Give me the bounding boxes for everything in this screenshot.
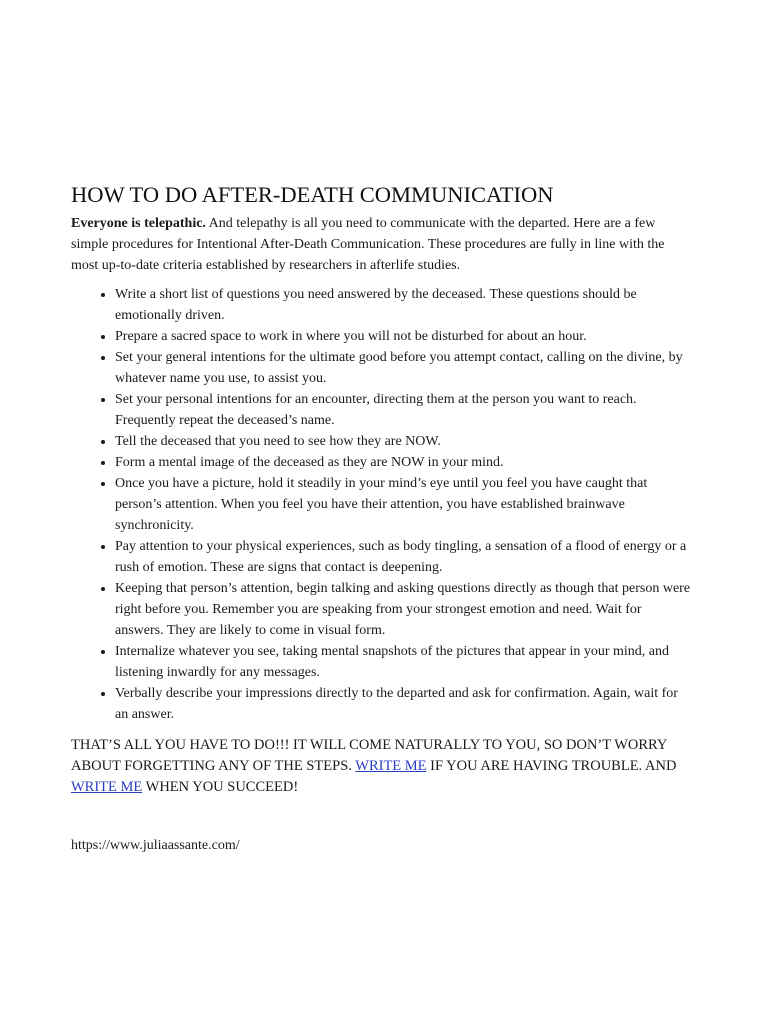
steps-list xyxy=(71,284,693,725)
list-item: • Internalize whatever you see, taking mental snapshots of the pictures that appear in your mind, and listening inwardly for any messages. xyxy=(115,641,693,683)
list-item: • Once you have a picture, hold it steadily in your mind’s eye until you feel you have caught that person’s attention. When you feel you have their attention, you have established brainwave synchronicity. xyxy=(115,473,693,536)
page-title: HOW TO DO AFTER-DEATH COMMUNICATION xyxy=(71,182,554,207)
list-item: • Set your general intentions for the ultimate good before you attempt contact, calling on the divine, by whatever name you use, to assist you. xyxy=(115,347,693,389)
document-page xyxy=(71,181,693,856)
intro-text: And telepathy is all you need to communicate with the departed. Here are a few simple procedures for Intentional After-Death Communication. These procedures are fully in line with the most up-to-date criteria established by researchers in afterlife studies. xyxy=(71,216,665,273)
write-me-link-success[interactable]: WRITE ME xyxy=(71,779,143,795)
source-url: https://www.juliaassante.com/ xyxy=(71,838,240,853)
list-item: • Keeping that person’s attention, begin talking and asking questions directly as though that person were right before you. Remember you are speaking from your strongest emotion and need. Wait for answers. They are likely to come in visual form. xyxy=(115,578,693,641)
closing-text-2: IF YOU ARE HAVING TROUBLE. AND xyxy=(426,758,677,774)
list-item: • Prepare a sacred space to work in where you will not be disturbed for about an hour. xyxy=(115,326,693,347)
list-item: • Write a short list of questions you need answered by the deceased. These questions should be emotionally driven. xyxy=(115,284,693,326)
list-item: • Pay attention to your physical experiences, such as body tingling, a sensation of a flood of energy or a rush of emotion. These are signs that contact is deepening. xyxy=(115,536,693,578)
closing-paragraph xyxy=(71,735,693,798)
write-me-link[interactable]: WRITE ME xyxy=(355,758,427,774)
intro-lead: Everyone is telepathic. xyxy=(71,216,206,231)
intro-paragraph xyxy=(71,213,693,276)
list-item: • Form a mental image of the deceased as they are NOW in your mind. xyxy=(115,452,693,473)
list-item: • Set your personal intentions for an encounter, directing them at the person you want to reach. Frequently repeat the deceased’s name. xyxy=(115,389,693,431)
list-item: • Verbally describe your impressions directly to the departed and ask for confirmation. Again, wait for an answer. xyxy=(115,683,693,725)
closing-text-3: WHEN YOU SUCCEED! xyxy=(142,779,299,795)
list-item: • Tell the deceased that you need to see how they are NOW. xyxy=(115,431,693,452)
closing-text-1: THAT’S ALL YOU HAVE TO DO!!! IT WILL COME NATURALLY TO YOU, SO DON’T WORRY ABOUT FORGETTING ANY OF THE STEPS. xyxy=(71,737,667,774)
